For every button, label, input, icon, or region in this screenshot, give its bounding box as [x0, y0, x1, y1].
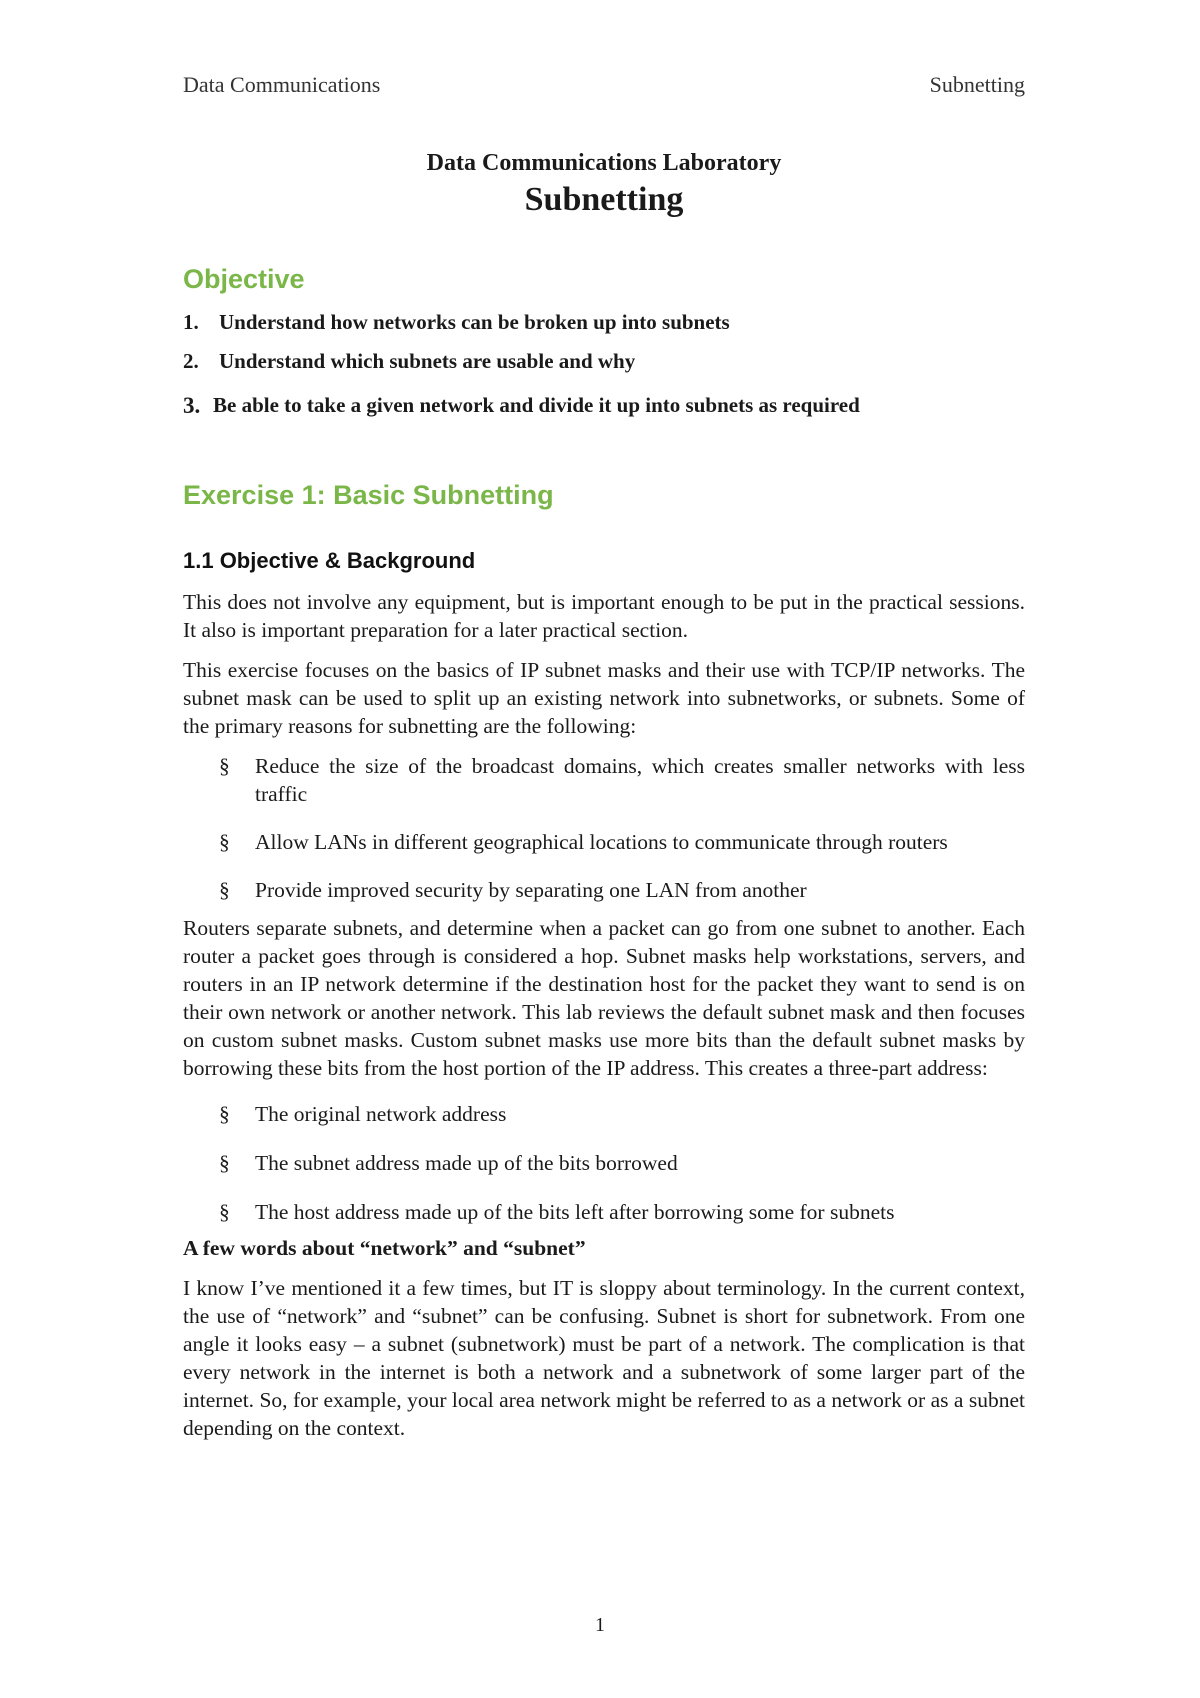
paragraph: This exercise focuses on the basics of IP subnet masks and their use with TCP/IP networks. The subnet mask can be used to split up an existing network into subnetworks, or subnets. Some of the primary reasons for subnetting are the following:	[183, 658, 1025, 738]
paragraph: This does not involve any equipment, but is important enough to be put in the practical sessions. It also is important preparation for a later practical section.	[183, 590, 1025, 642]
document-title: Subnetting	[524, 181, 684, 218]
address-parts-list	[183, 1100, 1025, 1226]
paragraph: Routers separate subnets, and determine when a packet can go from one subnet to another. Each router a packet goes through is considered a hop. Subnet masks help workstations, servers, and routers in an IP network determine if the destination host for the packet they want to send is on their own network or another network. This lab reviews the default subnet mask and then focuses on custom subnet masks. Custom subnet masks use more bits than the default subnet masks by borrowing these bits from the host portion of the IP address. This creates a three-part address:	[183, 916, 1025, 1080]
section-sign-icon: §	[219, 1102, 230, 1126]
objective-item	[183, 349, 1025, 393]
objective-item	[183, 393, 1025, 419]
section-sign-icon: §	[219, 878, 230, 902]
section-sign-icon: §	[219, 754, 230, 778]
section-subheading: 1.1 Objective & Background	[183, 548, 476, 573]
objective-text: Understand which subnets are usable and why	[219, 349, 636, 373]
list-item-text: The host address made up of the bits left after borrowing some for subnets	[255, 1200, 895, 1224]
list-item	[183, 1100, 1025, 1128]
section-sign-icon: §	[219, 1151, 230, 1175]
list-item	[183, 752, 1025, 808]
section-sign-icon: §	[219, 1200, 230, 1224]
reasons-list	[183, 752, 1025, 904]
objective-item	[183, 310, 1025, 349]
list-item	[183, 1149, 1025, 1177]
header-right: Subnetting	[929, 72, 1025, 97]
lab-title: Data Communications Laboratory	[426, 150, 782, 176]
objective-number: 2.	[183, 349, 199, 373]
exercise-heading: Exercise 1: Basic Subnetting	[183, 480, 554, 510]
objective-number: 3.	[183, 393, 201, 418]
section-sign-icon: §	[219, 830, 230, 854]
paragraph: I know I’ve mentioned it a few times, but IT is sloppy about terminology. In the current context, the use of “network” and “subnet” can be confusing. Subnet is short for subnetwork. From one angle it looks easy – a subnet (subnetwork) must be part of a network. The complication is that every network in the internet is both a network and a subnetwork of some larger part of the internet. So, for example, your local area network might be referred to as a network or as a subnet depending on the context.	[183, 1276, 1025, 1440]
list-item-text: Reduce the size of the broadcast domains, which creates smaller networks with less traffic	[255, 754, 1025, 806]
objective-text: Be able to take a given network and divide it up into subnets as required	[213, 393, 860, 417]
list-item	[183, 828, 1025, 856]
list-item-text: Allow LANs in different geographical locations to communicate through routers	[255, 830, 948, 854]
objective-number: 1.	[183, 310, 199, 334]
running-header	[183, 72, 1025, 98]
bold-subheading: A few words about “network” and “subnet”	[183, 1236, 586, 1260]
list-item	[183, 1198, 1025, 1226]
page-number: 1	[595, 1614, 605, 1636]
list-item	[183, 876, 1025, 904]
objective-list	[183, 310, 1025, 419]
objective-text: Understand how networks can be broken up into subnets	[219, 310, 730, 334]
list-item-text: Provide improved security by separating one LAN from another	[255, 878, 807, 902]
objective-heading: Objective	[183, 264, 305, 294]
body-text	[183, 588, 1025, 1454]
title-block	[183, 148, 1025, 222]
header-left: Data Communications	[183, 72, 381, 97]
list-item-text: The subnet address made up of the bits borrowed	[255, 1151, 678, 1175]
list-item-text: The original network address	[255, 1102, 507, 1126]
